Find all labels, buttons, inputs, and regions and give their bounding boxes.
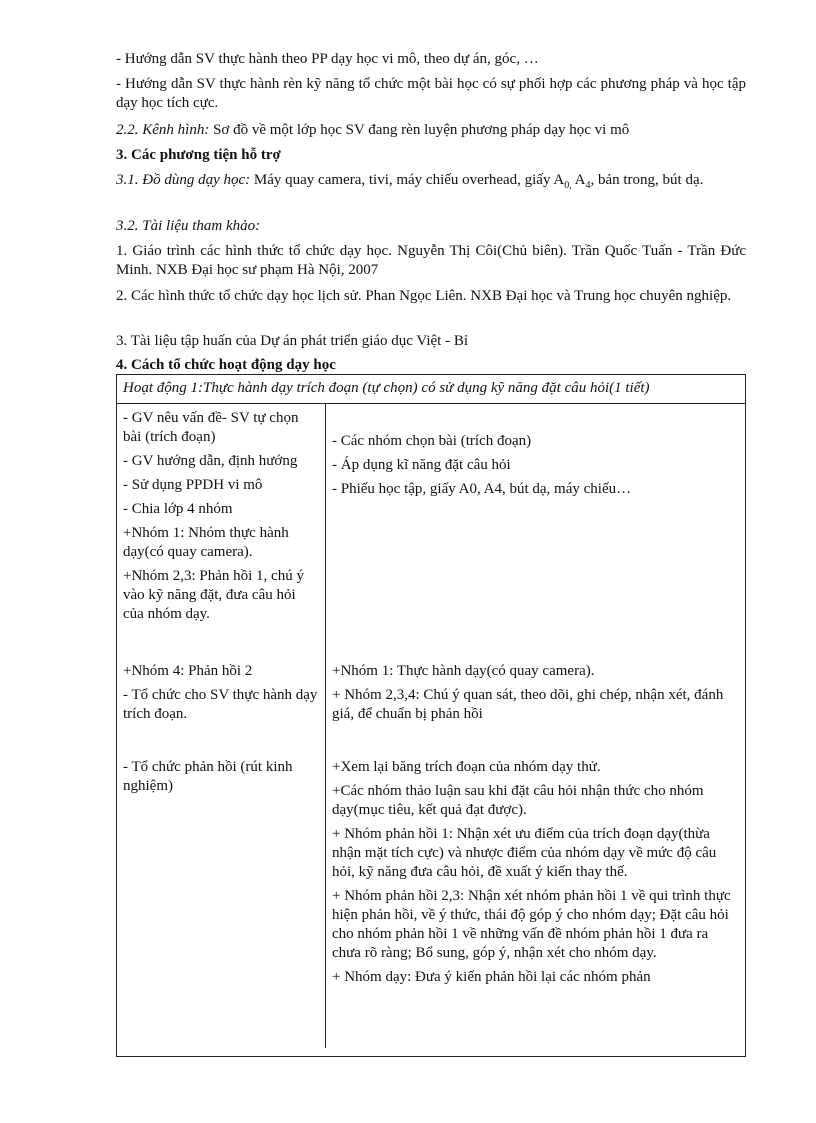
list-item: +Nhóm 2,3: Phản hồi 1, chú ý vào kỹ năng đặt, đưa câu hỏi của nhóm dạy.: [123, 568, 304, 622]
list-item: - Phiếu học tập, giấy A0, A4, bút dạ, máy chiếu…: [332, 481, 632, 497]
table-cell-right: [326, 756, 745, 1048]
kenh-hinh-text: Sơ đồ về một lớp học SV đang rèn luyện phương pháp dạy học vi mô: [209, 122, 630, 138]
list-item: + Nhóm phản hồi 1: Nhận xét ưu điểm của trích đoạn dạy(thừa nhận mặt tích cực) và nhược điểm của nhóm dạy về mức độ câu hỏi, kỹ năng đưa câu hỏi, đề xuất ý kiến thay thế.: [332, 826, 717, 880]
list-item: - Tổ chức phản hồi (rút kinh nghiệm): [123, 759, 293, 794]
reference-3: 3. Tài liệu tập huấn của Dự án phát triển giáo dục Việt - Bỉ: [116, 333, 468, 349]
do-dung-label: 3.1. Đồ dùng dạy học:: [116, 172, 251, 188]
tai-lieu-label: 3.2. Tài liệu tham khảo:: [116, 218, 261, 234]
list-item: - Các nhóm chọn bài (trích đoạn): [332, 433, 532, 449]
kenh-hinh-label: 2.2. Kênh hình:: [116, 122, 210, 138]
list-item: + Nhóm phản hồi 2,3: Nhận xét nhóm phản hồi 1 về qui trình thực hiện phản hồi, về ý thức, thái độ góp ý cho nhóm dạy; Đặt câu hỏi cho nhóm phản hồi 1 về những vấn đề nhóm phản hồi 1 đưa ra chưa rõ ràng; Bổ sung, góp ý, nhận xét cho nhóm dạy.: [332, 888, 731, 961]
activity-table-header: Hoạt động 1:Thực hành dạy trích đoạn (tự chọn) có sử dụng kỹ năng đặt câu hỏi(1 tiết): [117, 375, 745, 404]
intro-line-1: - Hướng dẫn SV thực hành theo PP dạy học vi mô, theo dự án, góc, …: [116, 51, 539, 67]
table-cell-left: [117, 404, 326, 659]
do-dung-text-c: , bản trong, bút dạ.: [590, 172, 704, 188]
list-item: +Nhóm 4: Phản hồi 2: [123, 663, 253, 679]
do-dung-sub-0: 0,: [564, 180, 572, 191]
table-row: [117, 659, 745, 756]
list-item: - GV nêu vấn đề- SV tự chọn bài (trích đoạn): [123, 410, 299, 445]
do-dung-text-a: Máy quay camera, tivi, máy chiếu overhead, giấy A: [250, 172, 565, 188]
list-item: +Nhóm 1: Thực hành dạy(có quay camera).: [332, 663, 595, 679]
list-item: + Nhóm 2,3,4: Chú ý quan sát, theo dõi, ghi chép, nhận xét, đánh giá, để chuẩn bị phản hồi: [332, 687, 724, 722]
list-item: +Nhóm 1: Nhóm thực hành dạy(có quay camera).: [123, 525, 289, 560]
list-item: - Áp dụng kĩ năng đặt câu hỏi: [332, 457, 511, 473]
intro-line-2: - Hướng dẫn SV thực hành rèn kỹ năng tổ chức một bài học có sự phối hợp các phương pháp và học tập dạy học tích cực.: [116, 76, 746, 111]
do-dung-sub-4: 4: [585, 180, 591, 191]
list-item: +Xem lại băng trích đoạn của nhóm dạy thử.: [332, 759, 601, 775]
list-item: - Chia lớp 4 nhóm: [123, 501, 233, 517]
list-item: - Sử dụng PPDH vi mô: [123, 477, 263, 493]
list-item: +Các nhóm thảo luận sau khi đặt câu hỏi nhận thức cho nhóm dạy(mục tiêu, kết quả đạt được).: [332, 783, 704, 818]
do-dung-text-b: A: [571, 172, 586, 188]
do-dung-line: [116, 171, 746, 190]
section-4-title: 4. Cách tổ chức hoạt động dạy học: [116, 357, 336, 373]
table-cell-left: [117, 756, 326, 1048]
table-cell-left: [117, 659, 326, 756]
table-row: [117, 404, 745, 659]
section-3-title: 3. Các phương tiện hỗ trợ: [116, 147, 281, 163]
kenh-hinh-line: [116, 121, 746, 140]
list-item: + Nhóm dạy: Đưa ý kiến phản hồi lại các nhóm phản: [332, 969, 651, 985]
table-cell-right: [326, 404, 745, 659]
reference-1: 1. Giáo trình các hình thức tổ chức dạy học. Nguyễn Thị Côi(Chủ biên). Trần Quốc Tuấn - Trần Đức Minh. NXB Đại học sư phạm Hà Nội, 2007: [116, 243, 746, 278]
table-cell-right: [326, 659, 745, 756]
list-item: - Tổ chức cho SV thực hành dạy trích đoạn.: [123, 687, 318, 722]
list-item: - GV hướng dẫn, định hướng: [123, 453, 298, 469]
reference-2: 2. Các hình thức tổ chức dạy học lịch sử. Phan Ngọc Liên. NXB Đại học và Trung học chuyên nghiệp.: [116, 288, 732, 304]
table-row: [117, 756, 745, 1048]
activity-table: [116, 374, 746, 1057]
